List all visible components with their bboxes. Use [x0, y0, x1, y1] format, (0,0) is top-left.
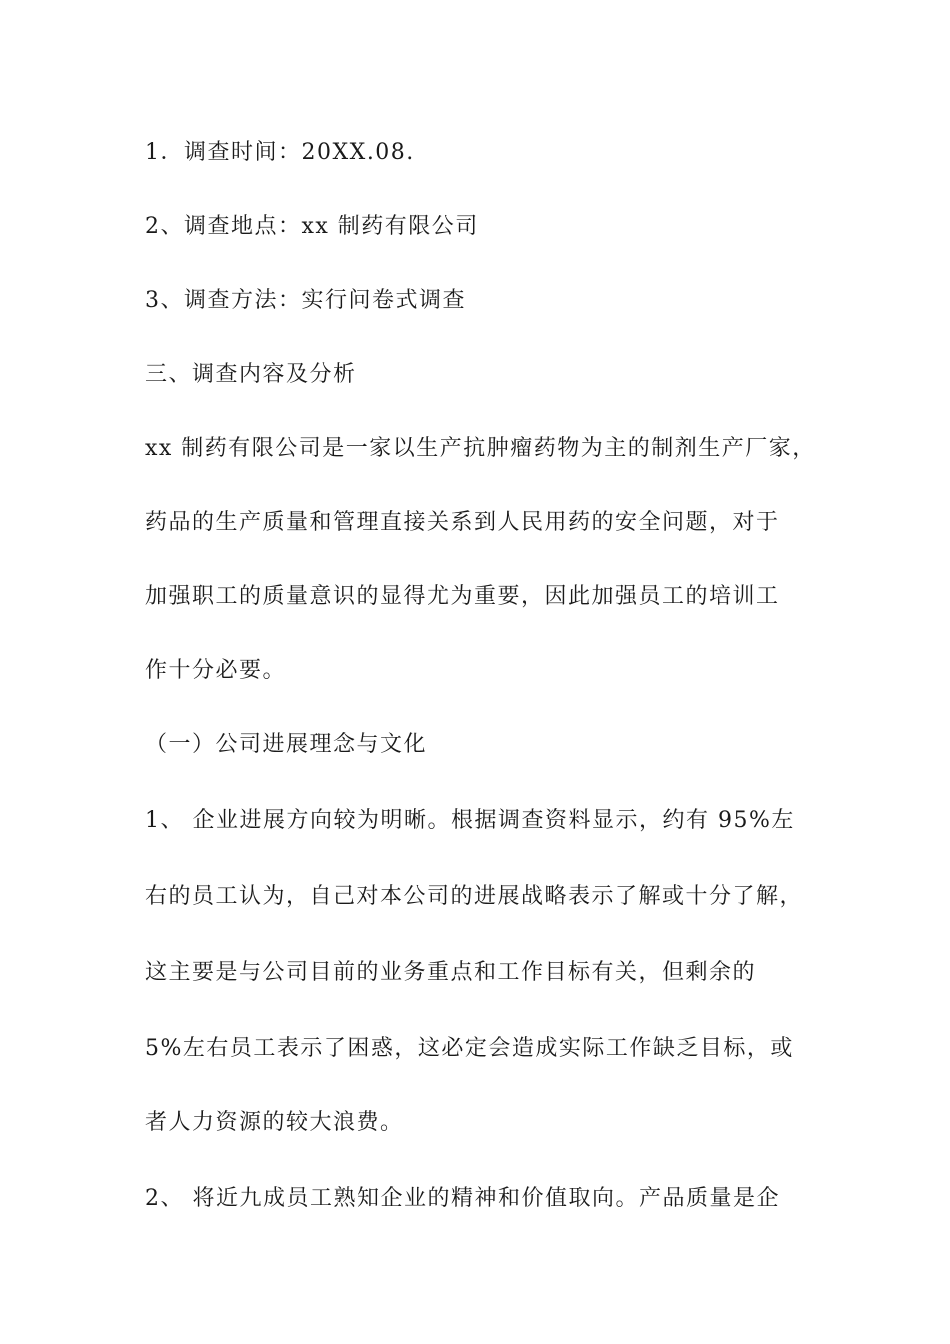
paragraph-line: 加强职工的质量意识的显得尤为重要，因此加强员工的培训工	[145, 584, 780, 609]
paragraph-line: xx 制药有限公司是一家以生产抗肿瘤药物为主的制剂生产厂家，	[145, 436, 816, 461]
paragraph-line: 右的员工认为，自己对本公司的进展战略表示了解或十分了解，	[145, 884, 804, 909]
paragraph-line: 1、 企业进展方向较为明晰。根据调查资料显示，约有 95%左	[145, 808, 795, 833]
paragraph-line: 5%左右员工表示了困惑，这必定会造成实际工作缺乏目标，或	[145, 1036, 794, 1061]
survey-method-line: 3、调查方法：实行问卷式调查	[145, 288, 466, 313]
section-heading: 三、调查内容及分析	[145, 362, 357, 387]
subsection-heading: （一）公司进展理念与文化	[145, 732, 428, 757]
paragraph-line: 这主要是与公司目前的业务重点和工作目标有关，但剩余的	[145, 960, 757, 985]
paragraph-line: 2、 将近九成员工熟知企业的精神和价值取向。产品质量是企	[145, 1186, 780, 1211]
paragraph-line: 药品的生产质量和管理直接关系到人民用药的安全问题，对于	[145, 510, 780, 535]
survey-time-line: 1．调查时间：20XX.08.	[145, 140, 415, 165]
survey-location-line: 2、调查地点：xx 制药有限公司	[145, 214, 479, 239]
paragraph-line: 作十分必要。	[145, 658, 287, 683]
paragraph-line: 者人力资源的较大浪费。	[145, 1110, 404, 1135]
